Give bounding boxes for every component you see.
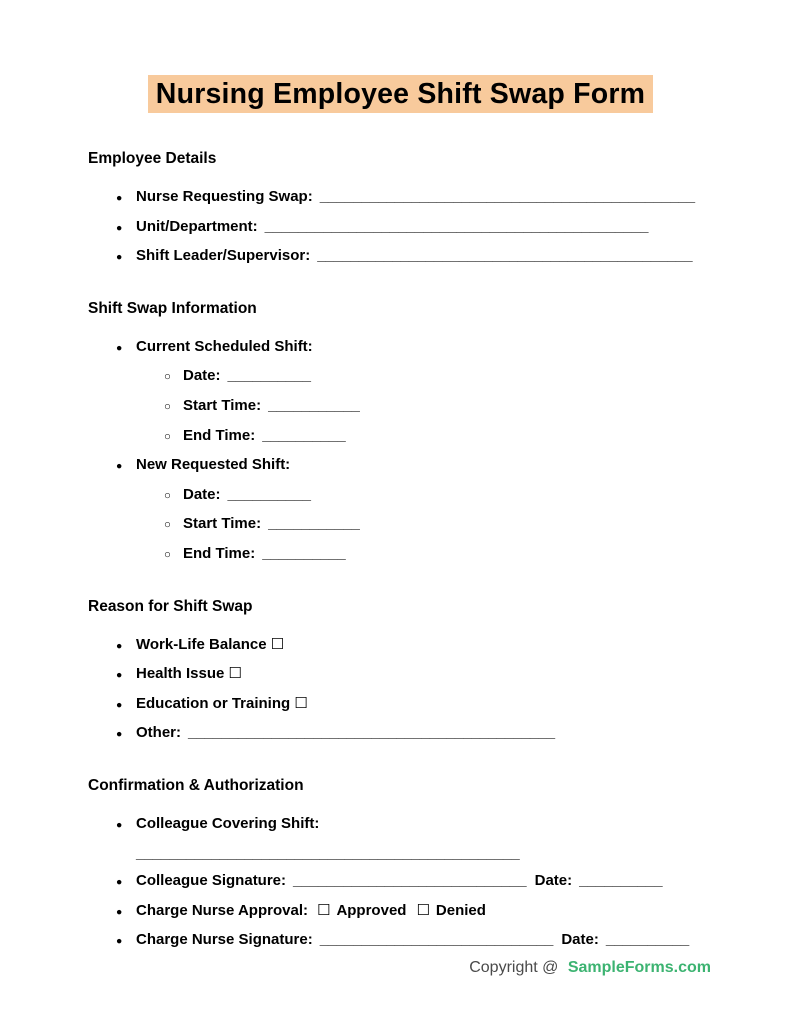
- form-line-current-start-time: [88, 392, 713, 422]
- current-shift-sublist: [88, 362, 713, 451]
- group-label: New Requested Shift:: [136, 456, 291, 474]
- form-line-new-end-time: [88, 540, 713, 570]
- form-line-colleague-signature: [88, 867, 713, 897]
- field-row: [88, 540, 713, 570]
- sampleforms-link[interactable]: SampleForms.com: [567, 959, 711, 976]
- form-line-new-start-time: [88, 510, 713, 540]
- current-date-blank[interactable]: __________: [227, 367, 311, 385]
- group-label: Current Scheduled Shift:: [136, 337, 313, 355]
- colleague-covering-blank[interactable]: ______________________________________________: [136, 844, 520, 862]
- field-label: Start Time:: [183, 515, 262, 533]
- field-label: Shift Leader/Supervisor:: [136, 247, 311, 265]
- confirmation-list: [88, 810, 713, 956]
- field-label: Date:: [183, 367, 221, 385]
- page-title: [88, 0, 713, 111]
- checkbox-row: [88, 660, 713, 690]
- circle-icon: ○: [164, 548, 171, 561]
- circle-icon: ○: [164, 371, 171, 384]
- copyright-text: Copyright @: [469, 959, 559, 976]
- reason-list: [88, 631, 713, 749]
- date-label: Date:: [561, 931, 599, 949]
- field-row: [88, 810, 713, 840]
- bullet-icon: ●: [116, 192, 123, 204]
- new-start-time-blank[interactable]: ___________: [268, 515, 360, 533]
- bullet-icon: ●: [116, 698, 123, 711]
- form-line-current-end-time: [88, 422, 713, 452]
- section-heading-reason: Reason for Shift Swap: [88, 597, 253, 615]
- bullet-icon: ●: [116, 460, 123, 473]
- field-label: Start Time:: [183, 396, 262, 414]
- continuation-row: [88, 840, 713, 868]
- section-heading-employee-details: Employee Details: [88, 150, 217, 167]
- bullet-icon: ●: [116, 639, 123, 652]
- form-line-unit-department: [88, 213, 713, 243]
- field-row: [88, 510, 713, 540]
- employee-details-list: [88, 183, 713, 272]
- reason-health-issue: [88, 660, 713, 690]
- field-label: Date:: [183, 485, 221, 503]
- health-issue-checkbox-icon[interactable]: ☐: [228, 664, 242, 683]
- field-row: [88, 392, 713, 422]
- charge-nurse-signature-date-blank[interactable]: __________: [605, 931, 690, 949]
- field-row: [88, 481, 713, 511]
- field-row: [88, 719, 713, 749]
- circle-icon: ○: [164, 489, 171, 502]
- denied-checkbox-icon[interactable]: ☐: [416, 900, 430, 919]
- bullet-icon: ●: [116, 905, 123, 918]
- new-end-time-blank[interactable]: __________: [262, 544, 346, 562]
- field-label: Other:: [136, 724, 181, 742]
- education-training-checkbox-icon[interactable]: ☐: [294, 693, 308, 712]
- bullet-icon: ●: [116, 728, 123, 741]
- other-reason-blank[interactable]: ____________________________________________: [188, 724, 556, 742]
- field-row: [88, 213, 713, 243]
- field-label: Nurse Requesting Swap:: [136, 188, 313, 205]
- bullet-icon: ●: [116, 876, 123, 889]
- new-shift-sublist: [88, 481, 713, 570]
- nurse-requesting-swap-blank[interactable]: _____________________________________________: [319, 188, 696, 205]
- approved-checkbox-icon[interactable]: ☐: [316, 900, 331, 919]
- group-new-requested-shift: [88, 451, 713, 569]
- current-start-time-blank[interactable]: ___________: [268, 396, 360, 414]
- field-label: Unit/Department:: [136, 217, 258, 235]
- field-row: [88, 362, 713, 392]
- field-label: Charge Nurse Approval:: [136, 901, 308, 919]
- circle-icon: ○: [164, 400, 171, 413]
- form-line-colleague-covering: [88, 810, 713, 867]
- reason-other: [88, 719, 713, 749]
- bullet-icon: ●: [116, 818, 123, 831]
- form-line-new-date: [88, 481, 713, 511]
- bullet-icon: ●: [116, 669, 123, 682]
- shift-leader-blank[interactable]: _____________________________________________: [317, 247, 693, 265]
- date-label: Date:: [534, 872, 573, 890]
- field-label: Colleague Signature:: [136, 872, 287, 890]
- reason-label: Education or Training: [136, 694, 291, 712]
- shift-swap-info-list: [88, 333, 713, 570]
- reason-work-life-balance: [88, 631, 713, 661]
- field-row: [88, 867, 713, 897]
- colleague-signature-blank[interactable]: ____________________________: [293, 872, 527, 890]
- form-line-shift-leader: [88, 242, 713, 272]
- field-row: [88, 242, 713, 272]
- field-label: End Time:: [183, 426, 256, 444]
- bullet-icon: ●: [116, 341, 123, 354]
- reason-label: Work-Life Balance: [136, 635, 267, 653]
- circle-icon: ○: [164, 430, 171, 443]
- reason-education-training: [88, 690, 713, 720]
- current-end-time-blank[interactable]: __________: [262, 426, 346, 444]
- footer: [469, 959, 711, 977]
- work-life-balance-checkbox-icon[interactable]: ☐: [270, 634, 285, 653]
- reason-label: Health Issue: [136, 665, 225, 683]
- checkbox-row: [88, 631, 713, 661]
- group-current-scheduled-shift: [88, 333, 713, 451]
- section-heading-shift-swap-info: Shift Swap Information: [88, 299, 257, 317]
- approval-row: [88, 897, 713, 927]
- checkbox-row: [88, 690, 713, 720]
- form-line-charge-nurse-signature: [88, 926, 713, 956]
- unit-department-blank[interactable]: ______________________________________________: [264, 217, 649, 235]
- form-line-nurse-requesting-swap: [88, 183, 713, 213]
- circle-icon: ○: [164, 519, 171, 532]
- bullet-icon: ●: [116, 221, 123, 234]
- field-label: End Time:: [183, 544, 256, 562]
- charge-nurse-signature-blank[interactable]: ____________________________: [319, 931, 554, 949]
- new-date-blank[interactable]: __________: [227, 485, 311, 503]
- field-row: [88, 422, 713, 452]
- bullet-icon: ●: [116, 935, 123, 948]
- form-line-current-date: [88, 362, 713, 392]
- form-line-charge-nurse-approval: [88, 897, 713, 927]
- group-label-row: [88, 333, 713, 363]
- field-label: Charge Nurse Signature:: [136, 931, 313, 949]
- colleague-signature-date-blank[interactable]: __________: [579, 872, 663, 890]
- approved-option-label: Approved: [336, 901, 407, 919]
- group-label-row: [88, 451, 713, 481]
- field-label: Colleague Covering Shift:: [136, 814, 320, 832]
- denied-option-label: Denied: [435, 901, 486, 919]
- field-row: [88, 926, 713, 956]
- bullet-icon: ●: [116, 251, 123, 264]
- section-heading-confirmation: Confirmation & Authorization: [88, 776, 304, 794]
- field-row: [88, 183, 713, 213]
- title-highlight: Nursing Employee Shift Swap Form: [148, 75, 653, 113]
